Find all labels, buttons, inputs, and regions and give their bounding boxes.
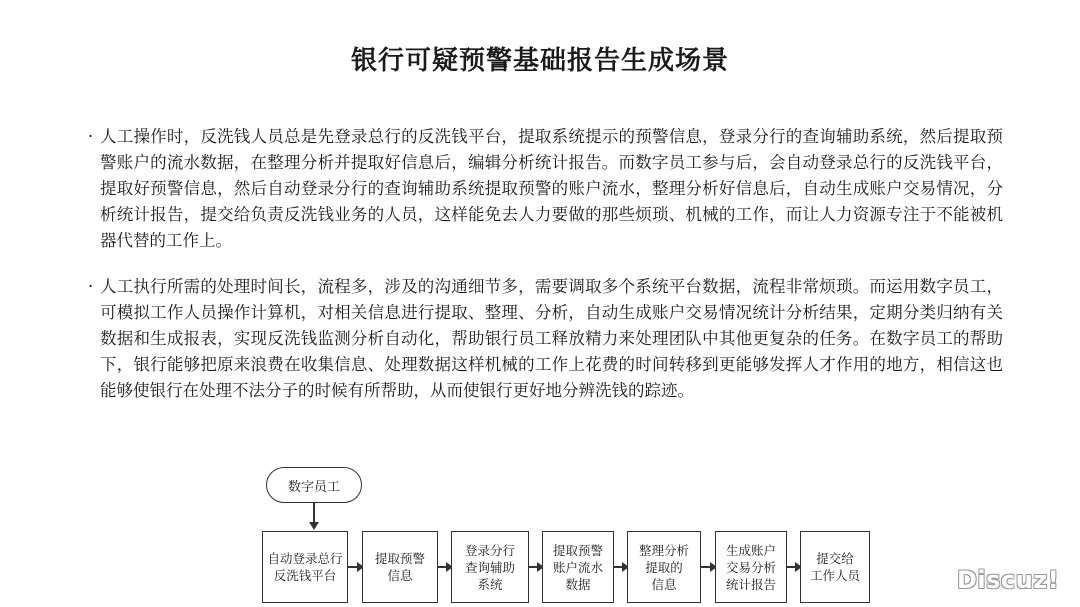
step-line: 查询辅助	[464, 559, 515, 575]
bullet-text: 人工执行所需的处理时间长，流程多，涉及的沟通细节多，需要调取多个系统平台数据，流程非常烦琐。而运用数字员工，可模拟工作人员操作计算机，对相关信息进行提取、整理、分析，自动生成账户交易情况统计分析结果，定期分类归纳有关数据和生成报表，实现反洗钱监测分析自动化，帮助银行员工释放精力来处理团队中其他更复杂的任务。在数字员工的帮助下，银行能够把原来浪费在收集信息、处理数据这样机械的工作上花费的时间转移到更能够发挥人才作用的地方，相信这也能够使银行在处理不法分子的时候有所帮助，从而使银行更好地分辨洗钱的踪迹。	[100, 277, 1003, 400]
bullet-marker: ·	[88, 127, 94, 146]
flow-arrow-right	[701, 566, 715, 568]
flow-arrow-right	[438, 566, 451, 568]
step-line: 提取预警	[552, 542, 603, 558]
flow-step-2	[362, 531, 438, 603]
flow-arrow-right	[348, 566, 362, 568]
step-line: 账户流水	[552, 559, 603, 575]
flow-arrowhead-down	[309, 522, 319, 530]
flow-step-7	[800, 531, 870, 603]
step-line: 整理分析	[638, 542, 689, 558]
step-line: 统计报告	[725, 576, 776, 592]
step-line: 提取的	[645, 559, 683, 575]
step-line: 系统	[477, 576, 503, 592]
flow-step-1	[262, 531, 348, 603]
flow-start-node: 数字员工	[266, 467, 362, 503]
step-line: 提取预警	[374, 551, 425, 566]
step-line: 生成账户	[725, 542, 776, 558]
page-title: 银行可疑预警基础报告生成场景	[350, 46, 729, 76]
step-line: 工作人员	[809, 568, 860, 583]
bullet-text: 人工操作时，反洗钱人员总是先登录总行的反洗钱平台，提取系统提示的预警信息，登录分行的查询辅助系统，然后提取预警账户的流水数据，在整理分析并提取好信息后，编辑分析统计报告。而数字员工参与后，会自动登录总行的反洗钱平台，提取好预警信息，然后自动登录分行的查询辅助系统提取预警的账户流水，整理分析好信息后，自动生成账户交易情况，分析统计报告，提交给负责反洗钱业务的人员，这样能免去人力要做的那些烦琐、机械的工作，而让人力资源专注于不能被机器代替的工作上。	[100, 127, 1003, 250]
flow-connector-vertical	[313, 503, 315, 523]
bullet-marker: ·	[88, 277, 94, 296]
flow-arrow-right	[529, 566, 542, 568]
step-line: 数据	[565, 576, 591, 592]
flow-arrow-right	[614, 566, 627, 568]
flow-step-5	[627, 531, 701, 603]
flow-step-3	[451, 531, 529, 603]
step-line: 自动登录总行	[267, 551, 343, 566]
step-line: 反洗钱平台	[273, 568, 337, 583]
step-line: 信息	[651, 576, 677, 592]
flow-step-6	[715, 531, 787, 603]
step-line: 登录分行	[464, 542, 515, 558]
flow-arrow-right	[787, 566, 800, 568]
step-line: 提交给	[816, 551, 854, 566]
step-line: 信息	[387, 568, 413, 583]
flow-step-4	[542, 531, 614, 603]
discuz-watermark: Discuz!	[957, 566, 1060, 594]
step-line: 交易分析	[725, 559, 776, 575]
